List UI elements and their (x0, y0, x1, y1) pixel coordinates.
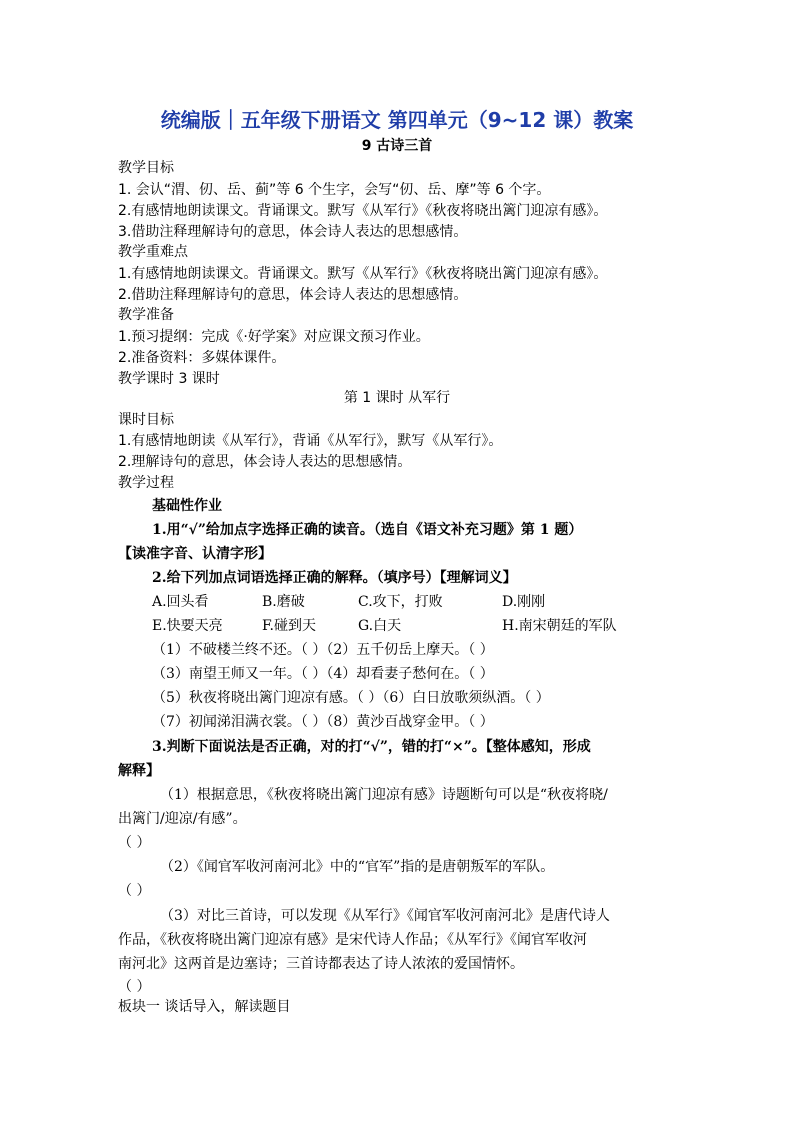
objective-line-2: 2.有感情地朗读课文。背诵课文。默写《从军行》《秋夜将晓出篱门迎凉有感》。 (118, 203, 608, 219)
preparation-line-2: 2.准备资料：多媒体课件。 (118, 350, 286, 366)
q2-item-row-1: （1）不破楼兰终不还。（ ）（2）五千仞岳上摩天。（ ） (152, 642, 494, 658)
section-heading-process: 教学过程 (118, 475, 174, 491)
option-d: D.刚刚 (502, 594, 546, 610)
question-3-line-1: 3.判断下面说法是否正确，对的打“√”，错的打“×”。【整体感知，形成 (152, 739, 591, 755)
q3-statement-3-line-3: 南河北》这两首是边塞诗；三首诗都表达了诗人浓浓的爱国情怀。 (118, 956, 524, 972)
section-heading-preparation: 教学准备 (118, 307, 174, 323)
question-1-tag: 【读准字音、认清字形】 (118, 546, 272, 562)
q2-item-row-2: （3）南望王师又一年。（ ）（4）却看妻子愁何在。（ ） (152, 666, 494, 682)
q3-statement-1-line-1: （1）根据意思，《秋夜将晓出篱门迎凉有感》诗题断句可以是“秋夜将晓/ (160, 787, 608, 803)
q3-statement-3-line-1: （3）对比三首诗，可以发现《从军行》《闻官军收河南河北》是唐代诗人 (160, 908, 610, 924)
objective-line-1: 1. 会认“渭、仞、岳、蓟”等 6 个生字，会写“仞、岳、摩”等 6 个字。 (118, 182, 551, 198)
q3-statement-2: （2）《闻官军收河南河北》中的“官军”指的是唐朝叛军的军队。 (160, 859, 555, 875)
homework-heading: 基础性作业 (152, 498, 222, 514)
section-heading-key-points: 教学重难点 (118, 244, 188, 260)
option-b: B.磨破 (262, 594, 305, 610)
class-hours: 教学课时 3 课时 (118, 371, 220, 387)
q3-statement-3-line-2: 作品，《秋夜将晓出篱门迎凉有感》是宋代诗人作品；《从军行》《闻官军收河 (118, 932, 587, 948)
q3-answer-blank-2: （ ） (118, 883, 151, 899)
q3-answer-blank-1: （ ） (118, 835, 151, 851)
q3-statement-1-line-2: 出篱门/迎凉/有感”。 (118, 811, 247, 827)
q3-answer-blank-3: （ ） (118, 979, 151, 995)
option-a: A.回头看 (152, 594, 209, 610)
period-objective-line-2: 2.理解诗句的意思，体会诗人表达的思想感情。 (118, 454, 412, 470)
lesson-title: 9 古诗三首 (361, 138, 433, 154)
block-1-heading: 板块一 谈话导入，解读题目 (118, 999, 291, 1015)
document-title: 统编版｜五年级下册语文 第四单元（9~12 课）教案 (160, 108, 634, 132)
q2-item-row-3: （5）秋夜将晓出篱门迎凉有感。（ ）（6）白日放歌须纵酒。（ ） (152, 690, 550, 706)
objective-line-3: 3.借助注释理解诗句的意思，体会诗人表达的思想感情。 (118, 224, 468, 240)
preparation-line-1: 1.预习提纲：完成《·好学案》对应课文预习作业。 (118, 329, 430, 345)
section-heading-period-objectives: 课时目标 (118, 412, 174, 428)
option-h: H.南宋朝廷的军队 (502, 618, 617, 634)
question-2: 2.给下列加点词语选择正确的解释。（填序号）【理解词义】 (152, 570, 517, 586)
key-point-line-1: 1.有感情地朗读课文。背诵课文。默写《从军行》《秋夜将晓出篱门迎凉有感》。 (118, 266, 608, 282)
key-point-line-2: 2.借助注释理解诗句的意思，体会诗人表达的思想感情。 (118, 287, 468, 303)
question-3-line-2: 解释】 (118, 763, 160, 779)
option-e: E.快要天亮 (152, 618, 223, 634)
section-heading-objectives: 教学目标 (118, 160, 174, 176)
period-title: 第 1 课时 从军行 (343, 390, 451, 406)
question-1: 1.用“√”给加点字选择正确的读音。（选自《语文补充习题》第 1 题） (152, 522, 583, 538)
option-f: F.碰到天 (262, 618, 316, 634)
option-g: G.白天 (358, 618, 402, 634)
option-c: C.攻下，打败 (358, 594, 443, 610)
period-objective-line-1: 1.有感情地朗读《从军行》，背诵《从军行》，默写《从军行》。 (118, 433, 503, 449)
q2-item-row-4: （7）初闻涕泪满衣裳。（ ）（8）黄沙百战穿金甲。（ ） (152, 714, 494, 730)
